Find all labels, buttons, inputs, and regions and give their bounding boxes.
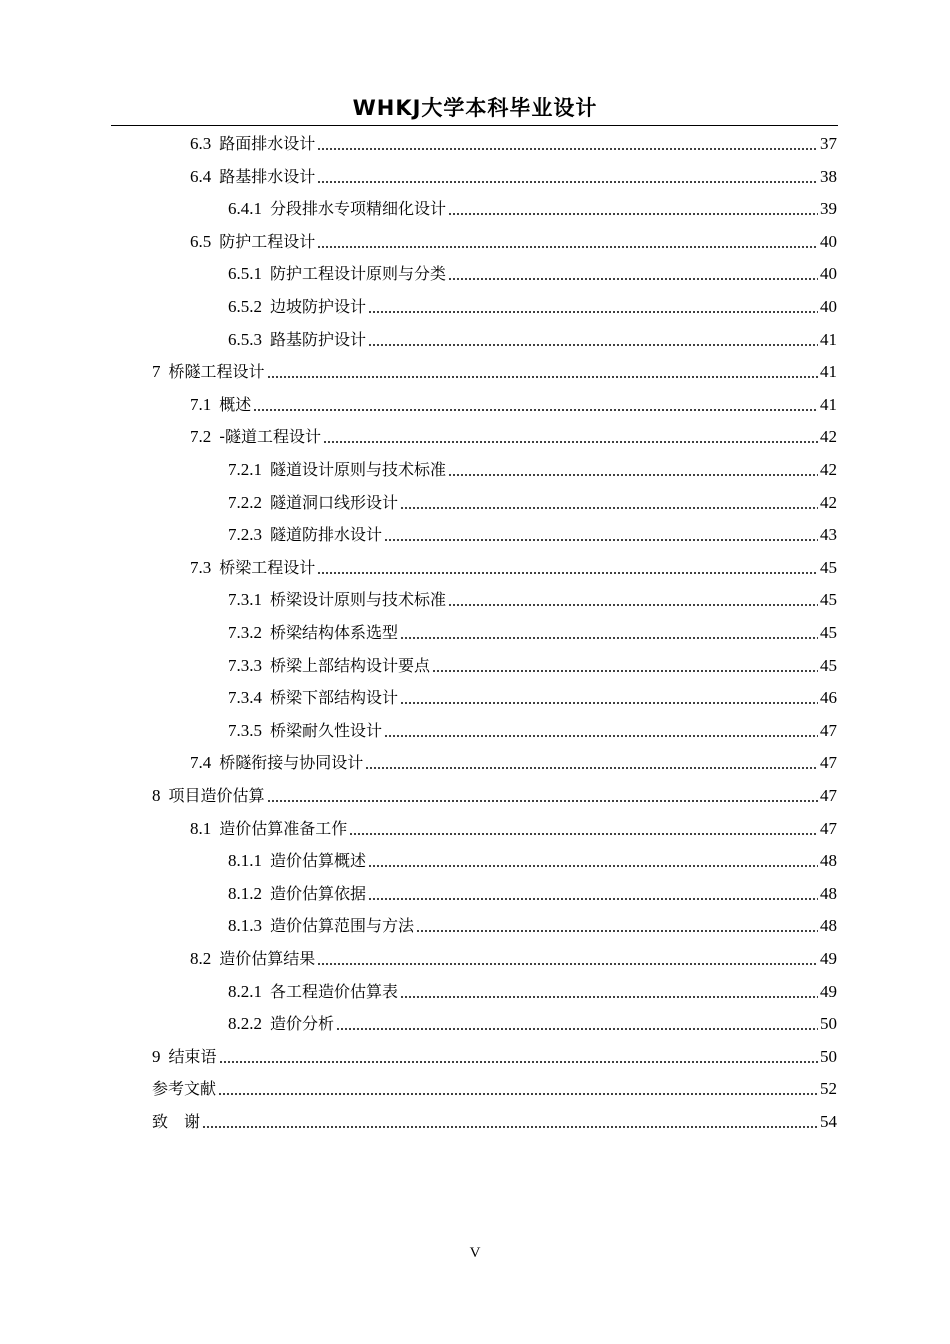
toc-entry-page: 41: [820, 394, 837, 414]
toc-dot-leader: [218, 1084, 818, 1096]
toc-entry-page: 41: [820, 362, 837, 382]
toc-entry-title: 防护工程设计: [219, 231, 316, 251]
header-divider: [111, 125, 838, 126]
toc-entry-page: 41: [820, 329, 837, 349]
toc-dot-leader: [448, 465, 818, 477]
toc-dot-leader: [400, 498, 818, 510]
toc-entry-page: 47: [820, 720, 837, 740]
toc-entry[interactable]: [228, 324, 837, 356]
toc-entry[interactable]: [190, 421, 837, 453]
toc-entry-page: 46: [820, 688, 837, 708]
toc-entry-page: 42: [820, 492, 837, 512]
toc-dot-leader: [202, 1117, 818, 1129]
toc-entry-number: 8.1.3: [228, 916, 262, 936]
toc-entry-number: 7.2.1: [228, 460, 262, 479]
toc-entry[interactable]: [152, 1041, 837, 1073]
toc-entry-page: 40: [820, 231, 837, 251]
toc-entry-number: 7: [152, 362, 161, 382]
toc-dot-leader: [368, 335, 818, 347]
toc-dot-leader: [368, 889, 818, 901]
toc-entry-title: 隧道设计原则与技术标准: [270, 460, 447, 479]
toc-entry-title: 桥隧衔接与协同设计: [219, 753, 364, 773]
toc-dot-leader: [384, 726, 818, 738]
toc-entry-title: 结束语: [168, 1046, 217, 1066]
toc-entry-number: 7.3.3: [228, 655, 262, 675]
toc-entry-number: 6.5.2: [228, 297, 262, 316]
toc-entry[interactable]: [228, 650, 837, 682]
toc-entry-title: 隧道防排水设计: [270, 525, 383, 545]
toc-entry[interactable]: [152, 1073, 837, 1105]
toc-entry-title: 造价估算结果: [219, 949, 316, 968]
toc-dot-leader: [400, 987, 818, 999]
toc-entry-page: 54: [820, 1112, 837, 1131]
toc-entry[interactable]: [152, 1106, 837, 1138]
toc-entry[interactable]: [228, 682, 837, 714]
toc-entry-title: 桥梁工程设计: [219, 557, 316, 577]
toc-dot-leader: [368, 302, 818, 314]
toc-entry-number: 7.4: [190, 753, 212, 773]
toc-entry[interactable]: [190, 552, 837, 584]
toc-entry-page: 50: [820, 1046, 837, 1066]
page-number: V: [469, 1245, 481, 1261]
toc-entry-number: 6.3: [190, 134, 212, 153]
toc-entry-number: 7.2.3: [228, 525, 262, 545]
toc-dot-leader: [267, 367, 818, 379]
toc-entry-title: 桥隧工程设计: [168, 362, 265, 382]
toc-entry-number: 6.4: [190, 166, 212, 186]
toc-entry[interactable]: [152, 780, 837, 812]
toc-entry-title: 分段排水专项精细化设计: [270, 199, 447, 219]
toc-entry[interactable]: [190, 161, 837, 193]
toc-entry-title: 致 谢: [152, 1112, 201, 1131]
toc-entry[interactable]: [190, 943, 837, 975]
toc-entry-number: 7.3: [190, 557, 212, 577]
toc-entry-title: 造价分析: [270, 1014, 335, 1034]
toc-entry-title: 路基防护设计: [270, 329, 367, 349]
toc-entry-title: 概述: [219, 394, 252, 414]
toc-dot-leader: [448, 204, 818, 216]
toc-entry-title: 造价估算依据: [270, 883, 367, 903]
toc-entry-number: 7.1: [190, 394, 212, 414]
toc-entry[interactable]: [228, 454, 837, 486]
toc-dot-leader: [317, 172, 818, 184]
toc-entry-title: 造价估算准备工作: [219, 818, 348, 838]
toc-entry-number: 6.5.1: [228, 264, 262, 284]
toc-entry[interactable]: [228, 487, 837, 519]
toc-dot-leader: [317, 563, 818, 575]
toc-entry[interactable]: [228, 878, 837, 910]
toc-entry-title: -隧道工程设计: [219, 427, 322, 447]
toc-entry-title: 各工程造价估算表: [270, 981, 399, 1001]
toc-entry-number: 6.4.1: [228, 199, 262, 219]
toc-entry-page: 45: [820, 623, 837, 642]
toc-entry-number: 7.2: [190, 427, 212, 447]
toc-dot-leader: [317, 954, 818, 966]
toc-dot-leader: [365, 758, 818, 770]
toc-entry-page: 45: [820, 590, 837, 610]
toc-entry-number: 8.1: [190, 818, 212, 838]
toc-entry-number: 8.1.2: [228, 883, 262, 903]
toc-entry-title: 参考文献: [152, 1079, 217, 1099]
toc-entry[interactable]: [228, 617, 837, 649]
toc-entry-number: 6.5: [190, 231, 212, 251]
toc-entry[interactable]: [190, 226, 837, 258]
toc-entry-title: 隧道洞口线形设计: [270, 492, 399, 512]
toc-entry-page: 48: [820, 851, 837, 871]
toc-entry-number: 9: [152, 1046, 161, 1066]
toc-entry-number: 7.3.4: [228, 688, 262, 708]
toc-entry-number: 8.1.1: [228, 851, 262, 871]
toc-dot-leader: [384, 530, 818, 542]
toc-dot-leader: [416, 921, 818, 933]
toc-dot-leader: [219, 1052, 818, 1064]
toc-entry-page: 38: [820, 166, 837, 186]
toc-entry-title: 桥梁设计原则与技术标准: [270, 590, 447, 610]
toc-entry[interactable]: [152, 356, 837, 388]
toc-entry-page: 50: [820, 1014, 837, 1034]
toc-entry-number: 7.3.5: [228, 720, 262, 740]
toc-entry-page: 45: [820, 655, 837, 675]
toc-dot-leader: [368, 856, 818, 868]
toc-entry[interactable]: [228, 519, 837, 551]
toc-entry[interactable]: [228, 193, 837, 225]
toc-entry-page: 49: [820, 949, 837, 968]
toc-entry-number: 8.2.1: [228, 981, 262, 1001]
toc-dot-leader: [448, 595, 818, 607]
toc-entry[interactable]: [228, 291, 837, 323]
toc-entry[interactable]: [228, 910, 837, 942]
toc-entry-number: 8.2.2: [228, 1014, 262, 1034]
toc-entry-title: 边坡防护设计: [270, 297, 367, 316]
toc-dot-leader: [432, 661, 818, 673]
toc-entry-title: 造价估算概述: [270, 851, 367, 871]
toc-entry[interactable]: [190, 747, 837, 779]
toc-entry-page: 52: [820, 1079, 837, 1099]
toc-dot-leader: [349, 824, 818, 836]
toc-entry-title: 路基排水设计: [219, 166, 316, 186]
toc-entry[interactable]: [190, 813, 837, 845]
toc-entry-page: 42: [820, 460, 837, 479]
page-header-title: WHKJ大学本科毕业设计: [352, 96, 598, 120]
toc-entry-page: 47: [820, 753, 837, 773]
toc-dot-leader: [323, 432, 818, 444]
toc-entry-page: 47: [820, 786, 837, 805]
toc-entry-number: 8.2: [190, 949, 212, 968]
toc-entry-number: 7.3.1: [228, 590, 262, 610]
toc-entry[interactable]: [190, 128, 837, 160]
toc-entry-page: 40: [820, 264, 837, 284]
toc-dot-leader: [267, 791, 818, 803]
toc-entry-title: 项目造价估算: [168, 786, 265, 805]
toc-dot-leader: [400, 693, 818, 705]
toc-dot-leader: [253, 400, 818, 412]
toc-entry-title: 桥梁上部结构设计要点: [270, 655, 431, 675]
toc-entry[interactable]: [228, 258, 837, 290]
toc-entry-page: 39: [820, 199, 837, 219]
toc-entry-number: 6.5.3: [228, 329, 262, 349]
toc-dot-leader: [317, 237, 818, 249]
toc-entry-page: 40: [820, 297, 837, 316]
toc-entry-number: 7.3.2: [228, 623, 262, 642]
toc-entry-page: 42: [820, 427, 837, 447]
toc-entry-page: 43: [820, 525, 837, 545]
toc-dot-leader: [336, 1019, 818, 1031]
toc-entry-title: 桥梁结构体系选型: [270, 623, 399, 642]
toc-entry-number: 7.2.2: [228, 492, 262, 512]
toc-entry-title: 路面排水设计: [219, 134, 316, 153]
toc-entry-title: 防护工程设计原则与分类: [270, 264, 447, 284]
toc-dot-leader: [317, 139, 818, 151]
toc-entry[interactable]: [228, 1008, 837, 1040]
toc-entry-title: 桥梁下部结构设计: [270, 688, 399, 708]
toc-entry[interactable]: [228, 584, 837, 616]
toc-dot-leader: [448, 269, 818, 281]
toc-entry-page: 45: [820, 557, 837, 577]
toc-entry[interactable]: [228, 715, 837, 747]
toc-entry-title: 造价估算范围与方法: [270, 916, 415, 936]
toc-dot-leader: [400, 628, 818, 640]
toc-entry[interactable]: [228, 976, 837, 1008]
toc-entry-number: 8: [152, 786, 161, 805]
toc-entry[interactable]: [228, 845, 837, 877]
toc-entry-page: 49: [820, 981, 837, 1001]
toc-entry-page: 37: [820, 134, 837, 153]
toc-entry-title: 桥梁耐久性设计: [270, 720, 383, 740]
toc-entry-page: 48: [820, 916, 837, 936]
toc-entry-page: 48: [820, 883, 837, 903]
toc-entry-page: 47: [820, 818, 837, 838]
toc-entry[interactable]: [190, 389, 837, 421]
